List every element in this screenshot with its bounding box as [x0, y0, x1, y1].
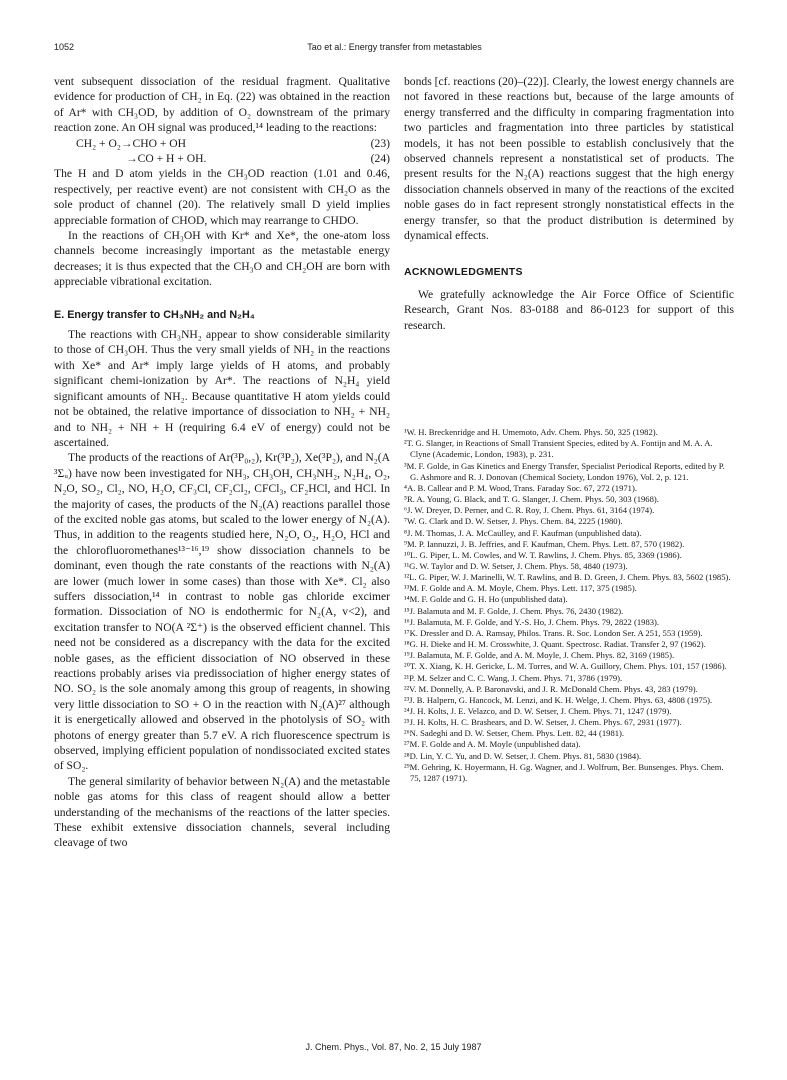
left-column — [54, 74, 390, 851]
reference: ¹⁴M. F. Golde and G. H. Ho (unpublished data). — [404, 594, 568, 605]
reference: ⁵R. A. Young, G. Black, and T. G. Slanger, J. Chem. Phys. 50, 303 (1968). — [404, 494, 659, 505]
paragraph: The products of the reactions of Ar(³P₀,₂), Kr(³P₂), Xe(³P₂), and N₂(A ³Σᵤ) have now been investigated for NH₃, CH₃OH, CH₃NH₂, N₂H₄, O₂, N₂O, SO₂, Cl₂, NO, H₂O, CF₃Cl, CF₂Cl₂, CFCl₃, CF₂HCl, and HCl. In the majority of cases, the products of the N₂(A) reactions parallel those of the excited noble gas atoms, but scaled to the lower energy of N₂(A). Thus, in addition to the reagents studied here, N₂O, O₂, H₂O, HCl and the chlorofluoromethanes¹³⁻¹⁶,¹⁹ show dissociation channels to be dominant, even though the rate constants of the reactions with N₂(A) are lower (much lower in some cases) than those with Xe*. Cl₂ also suffers dissociation,¹⁴ in contrast to noble gas chloride excimer formation. Dissociation of NO is endothermic for N₂(A, v<2), and excitation transfer to NO(A ²Σ⁺) is the observed efficient channel. This need not be considered as a discrepancy with the data for the excited noble gases, as the efficient dissociation of NO observed in these reactions probably arises via predissociation of higher energy states of NO. SO₂ is the sole anomaly among this group of reagents, in showing very little dissociation to SO + O in the reaction with N₂(A)²⁷ although it is energetically allowed and observed in the photolysis of SO₂ with photons of energy greater than 5.7 eV. A rich fluorescence spectrum is observed, implying efficient population of nondissociated excited states of SO₂. — [54, 451, 390, 773]
equation-expression: CH₂ + O₂→CHO + OH — [76, 136, 187, 150]
equation-23 — [54, 136, 390, 151]
reference: ⁶J. W. Dreyer, D. Perner, and C. R. Roy, J. Chem. Phys. 61, 3164 (1974). — [404, 505, 655, 516]
equation-number: (24) — [370, 152, 390, 166]
reference: ¹¹G. W. Taylor and D. W. Setser, J. Chem. Phys. 58, 4840 (1973). — [404, 560, 628, 571]
reference: ¹²L. G. Piper, W. J. Marinelli, W. T. Rawlins, and B. D. Green, J. Chem. Phys. 83, 5602 (1985). — [404, 572, 731, 583]
reference: ⁴A. B. Callear and P. M. Wood, Trans. Faraday Soc. 67, 272 (1971). — [404, 482, 637, 493]
running-title: Tao et al.: Energy transfer from metastables — [307, 42, 482, 52]
reference: ¹⁶J. Balamuta, M. F. Golde, and Y.-S. Ho, J. Chem. Phys. 79, 2822 (1983). — [404, 616, 660, 627]
reference: ²⁸D. Lin, Y. C. Yu, and D. W. Setser, J. Chem. Phys. 81, 5830 (1984). — [404, 750, 642, 761]
paragraph: The H and D atom yields in the CH₃OD reaction (1.01 and 0.46, respectively, per reactive event) are not consistent with CH₂O as the sole product of channel (20). The relatively small D yield implies appreciable formation of CHOD, which may rearrange to CHDO. — [54, 167, 390, 227]
reference: ¹⁸G. H. Dieke and H. M. Crosswhite, J. Quant. Spectrosc. Radiat. Transfer 2, 97 (1962). — [404, 639, 706, 650]
reference: ²⁴J. H. Kolts, J. E. Velazco, and D. W. Setser, J. Chem. Phys. 71, 1247 (1979). — [404, 706, 672, 716]
reference: ²⁵J. H. Kolts, H. C. Brashears, and D. W. Setser, J. Chem. Phys. 67, 2931 (1977). — [404, 717, 682, 728]
page-number: 1052 — [54, 42, 75, 52]
reference: ²¹P. M. Selzer and C. C. Wang, J. Chem. Phys. 71, 3786 (1979). — [404, 672, 623, 683]
reference: ¹W. H. Breckenridge and H. Umemoto, Adv. Chem. Phys. 50, 325 (1982). — [404, 427, 658, 438]
reference: ²⁷M. F. Golde and A. M. Moyle (unpublished data). — [404, 739, 581, 750]
paragraph: vent subsequent dissociation of the residual fragment. Qualitative evidence for production of CH₂ in Eq. (22) was obtained in the reaction of Ar* with CH₃OD, by addition of O₂ downstream of the primary reaction zone. An OH signal was produced,¹⁴ leading to the reactions: — [54, 75, 390, 135]
reference: ²T. G. Slanger, in Reactions of Small Transient Species, edited by A. Fontijn and M. A. A. Clyne (Academic, London, 1983), p. 231. — [404, 438, 713, 460]
journal-footer: J. Chem. Phys., Vol. 87, No. 2, 15 July 1987 — [305, 1042, 482, 1052]
section-heading: E. Energy transfer to CH₃NH₂ and N₂H₄ — [54, 308, 255, 321]
reference: ¹³M. F. Golde and A. M. Moyle, Chem. Phys. Lett. 117, 375 (1985). — [404, 583, 637, 594]
reference: ¹⁵J. Balamuta and M. F. Golde, J. Chem. Phys. 76, 2430 (1982). — [404, 605, 624, 616]
reference: ⁷W. G. Clark and D. W. Setser, J. Phys. Chem. 84, 2225 (1980). — [404, 516, 623, 527]
reference: ²⁹M. Gehring, K. Hoyermann, H. Gg. Wagner, and J. Wolfrum, Ber. Bunsenges. Phys. Chem. 75, 1287 (1971). — [404, 761, 724, 783]
reference: ¹⁰L. G. Piper, L. M. Cowles, and W. T. Rawlins, J. Chem. Phys. 85, 3369 (1986). — [404, 549, 682, 560]
paragraph: bonds [cf. reactions (20)–(22)]. Clearly, the lowest energy channels are not favored in these reactions but, because of the large amounts of energy transferred and the difficulty in comparing fragmentation into two particles and fragmentation into three particles by statistical models, it has not been possible to establish conclusively that the observed channels represent a nonstatistical set of products. The present results for the N₂(A) reactions suggest that the high energy dissociation channels observed in many of the reactions of the excited noble gases do in fact represent strongly nonstatistical effects in the energy transfer, so that the product distribution is determined by dynamical effects. — [404, 75, 734, 243]
reference: ²³J. B. Halpern, G. Hancock, M. Lenzi, and K. H. Welge, J. Chem. Phys. 63, 4808 (1975). — [404, 694, 713, 705]
acknowledgments-text: We gratefully acknowledge the Air Force Office of Scientific Research, Grant Nos. 83-0188 and 86-0123 for support of this research. — [404, 287, 734, 332]
equation-number: (23) — [370, 136, 390, 150]
paragraph: The general similarity of behavior between N₂(A) and the metastable noble gas atoms for this class of reagent should allow a better understanding of the mechanisms of the reactions of the latter species. These exhibit extensive dissociation channels, several including cleavage of two — [54, 774, 390, 850]
equation-expression: →CO + H + OH. — [126, 152, 207, 166]
reference: ¹⁹J. Balamuta, M. F. Golde, and A. M. Moyle, J. Chem. Phys. 82, 3169 (1985). — [404, 650, 675, 661]
references-list — [404, 427, 734, 784]
reference: ³M. F. Golde, in Gas Kinetics and Energy Transfer, Specialist Periodical Reports, edited by P. G. Ashmore and R. J. Donovan (Chemical Society, London 1976), Vol. 2, p. 121. — [404, 460, 725, 482]
paragraph: In the reactions of CH₃OH with Kr* and Xe*, the one-atom loss channels become increasingly important as the metastable energy decreases; it is thus expected that the CH₃O and CH₂OH are born with appreciable vibrational excitation. — [54, 229, 390, 289]
reference: ²⁶N. Sadeghi and D. W. Setser, Chem. Phys. Lett. 82, 44 (1981). — [404, 728, 625, 739]
reference: ⁹M. P. Iannuzzi, J. B. Jeffries, and F. Kaufman, Chem. Phys. Lett. 87, 570 (1982). — [404, 538, 685, 549]
reference: ¹⁷K. Dressler and D. A. Ramsay, Philos. Trans. R. Soc. London Ser. A 251, 553 (1959). — [404, 627, 703, 638]
equation-24 — [54, 151, 390, 166]
running-header — [54, 42, 735, 58]
reference: ⁸J. M. Thomas, J. A. McCaulley, and F. Kaufman (unpublished data). — [404, 527, 642, 538]
right-column — [404, 74, 734, 784]
acknowledgments-heading: ACKNOWLEDGMENTS — [404, 266, 523, 279]
paragraph: The reactions with CH₃NH₂ appear to show considerable similarity to those of CH₃OH. Thus the very small yields of NH₂ in the reactions with Xe* and Ar* imply large yields of H atoms, and probably significant chemi-ionization by Ar*. The reactions of N₂H₄ yield significant amounts of NH₂. Because quantitative H atom yields could not be obtained, the relative importance of dissociation to NH₂ + NH₂ and to NH₂ + NH + H (requiring 6.4 eV of energy) could not be ascertained. — [54, 328, 390, 449]
reference: ²²V. M. Donnelly, A. P. Baronavski, and J. R. McDonald Chem. Phys. 43, 283 (1979). — [404, 683, 698, 694]
reference: ²⁰T. X. Xiang, K. H. Gericke, L. M. Torres, and W. A. Guillory, Chem. Phys. 101, 157 (1986). — [404, 661, 727, 672]
